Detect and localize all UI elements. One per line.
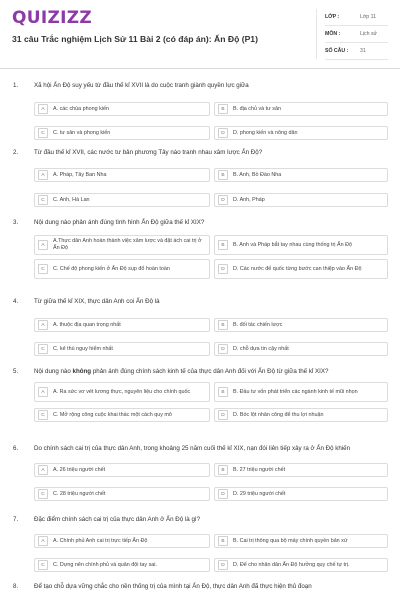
option-letter: B (218, 536, 228, 546)
option-text: C. Anh, Hà Lan (53, 196, 90, 203)
question-text: Nội dung nào phản ánh đúng tình hình Ấn Độ giữa thế kỉ XIX? (34, 219, 205, 226)
option-letter: B (218, 104, 228, 114)
option-text: B. đối tác chiến lược (233, 321, 283, 328)
question-number: 8. (13, 583, 19, 590)
answer-option-b[interactable] (214, 102, 388, 116)
meta-panel (316, 9, 388, 59)
answer-option-c[interactable] (34, 342, 210, 356)
option-letter: C (38, 128, 48, 138)
question-text-part: phản ánh đúng chính sách kinh tế của thực dân Anh đối với Ấn Độ từ giữa thế kỉ XIX? (91, 368, 329, 375)
question-number: 5. (13, 368, 19, 375)
option-letter: C (38, 489, 48, 499)
question-text: Do chính sách cai trị của thực dân Anh, trong khoảng 25 năm cuối thế kỉ XIX, nạn đói liên tiếp xảy ra ở Ấn Độ khiến (34, 445, 351, 452)
answer-option-a[interactable] (34, 235, 210, 255)
option-letter: A (38, 320, 48, 330)
question-number: 6. (13, 445, 19, 452)
question-text: Từ giữa thế kỉ XIX, thực dân Anh coi Ấn Độ là (34, 298, 160, 305)
meta-label: LỚP : (325, 14, 340, 20)
option-letter: C (38, 560, 48, 570)
quizizz-logo: QUIZIZZ (12, 8, 92, 28)
answer-option-c[interactable] (34, 487, 210, 501)
option-text: A. Pháp, Tây Ban Nha (53, 171, 107, 178)
option-text: B. Cai trị thông qua bộ máy chính quyền bản xứ (233, 537, 348, 544)
question-text-emphasis: không (72, 368, 92, 375)
option-letter: D (218, 195, 228, 205)
option-text: D. Các nước đế quốc từng bước can thiệp vào Ấn Độ (233, 265, 362, 272)
question-text: Đặc điểm chính sách cai trị của thực dân Anh ở Ấn Độ là gì? (34, 516, 201, 523)
answer-option-d[interactable] (214, 193, 388, 207)
answer-option-c[interactable] (34, 193, 210, 207)
option-letter: B (218, 320, 228, 330)
option-text: B. Đầu tư vốn phát triển các ngành kinh tế mũi nhọn (233, 388, 358, 395)
option-letter: A (38, 240, 48, 250)
question-number: 7. (13, 516, 19, 523)
option-letter: D (218, 344, 228, 354)
option-text: D. Bóc lột nhân công để thu lợi nhuận (233, 411, 324, 418)
answer-option-b[interactable] (214, 463, 388, 477)
option-text: C. Chế độ phong kiến ở Ấn Độ sụp đổ hoàn toàn (53, 265, 170, 272)
answer-option-d[interactable] (214, 342, 388, 356)
option-text: A. Ra sức vơ vét lương thực, nguyên liệu cho chính quốc (53, 388, 191, 395)
option-letter: B (218, 170, 228, 180)
meta-value: Lịch sử (360, 31, 378, 37)
answer-option-c[interactable] (34, 126, 210, 140)
question-text: Để tạo chỗ dựa vững chắc cho nền thống trị của mình tại Ấn Độ, thực dân Anh đã thực hiện thủ đoạn (34, 583, 312, 590)
answer-option-a[interactable] (34, 534, 210, 548)
answer-option-a[interactable] (34, 168, 210, 182)
answer-option-a[interactable] (34, 318, 210, 332)
answer-option-b[interactable] (214, 235, 388, 255)
option-letter: D (218, 128, 228, 138)
meta-label: MÔN : (325, 31, 341, 37)
option-letter: A (38, 104, 48, 114)
option-letter: A (38, 465, 48, 475)
answer-option-b[interactable] (214, 168, 388, 182)
answer-option-b[interactable] (214, 382, 388, 402)
option-text: A. 26 triệu người chết (53, 466, 106, 473)
answer-option-a[interactable] (34, 102, 210, 116)
option-text: A.Thực dân Anh hoàn thành việc xâm lược và đặt ách cai trị ở Ấn Độ (53, 238, 202, 251)
option-text: D. phong kiến và nông dân (233, 129, 298, 136)
answer-option-a[interactable] (34, 382, 210, 402)
meta-row-class (325, 9, 388, 26)
option-text: C. 28 triệu người chết (53, 490, 106, 497)
question-text (34, 368, 388, 376)
question-number: 3. (13, 219, 19, 226)
meta-value: Lớp 11 (360, 14, 376, 20)
option-text: C. kẻ thù nguy hiểm nhất (53, 345, 113, 352)
answer-option-b[interactable] (214, 534, 388, 548)
question-text: Từ đầu thế kỉ XVII, các nước tư bản phương Tây nào tranh nhau xâm lược Ấn Độ? (34, 149, 263, 156)
answer-option-d[interactable] (214, 487, 388, 501)
answer-option-d[interactable] (214, 558, 388, 572)
option-letter: D (218, 489, 228, 499)
option-letter: C (38, 410, 48, 420)
option-letter: C (38, 195, 48, 205)
option-letter: C (38, 344, 48, 354)
option-text: B. địa chủ và tư sản (233, 105, 281, 112)
option-text: A. thuộc địa quan trọng nhất (53, 321, 121, 328)
option-text: A. Chính phủ Anh cai trị trực tiếp Ấn Độ (53, 537, 148, 544)
answer-option-d[interactable] (214, 259, 388, 279)
answer-option-c[interactable] (34, 408, 210, 422)
option-text: C. Mở rộng công cuộc khai thác một cách quy mô (53, 411, 172, 418)
answer-option-a[interactable] (34, 463, 210, 477)
option-letter: B (218, 240, 228, 250)
option-text: D. chỗ dựa tin cậy nhất (233, 345, 289, 352)
option-letter: B (218, 387, 228, 397)
answer-option-b[interactable] (214, 318, 388, 332)
meta-row-subject (325, 26, 388, 43)
option-letter: B (218, 465, 228, 475)
answer-option-c[interactable] (34, 558, 210, 572)
answer-option-c[interactable] (34, 259, 210, 279)
option-letter: A (38, 170, 48, 180)
worksheet-header (0, 0, 400, 69)
meta-row-question-count (325, 43, 388, 60)
option-text: A. các chúa phong kiến (53, 105, 110, 112)
answer-option-d[interactable] (214, 126, 388, 140)
option-text: D. Anh, Pháp (233, 196, 265, 203)
option-text: B. Anh, Bồ Đào Nha (233, 171, 282, 178)
option-text: D. 29 triệu người chết (233, 490, 286, 497)
option-text: D. Để cho nhân dân Ấn Độ hưởng quy chế tự trị. (233, 561, 350, 568)
meta-label: SỐ CÂU : (325, 48, 349, 54)
option-letter: C (38, 264, 48, 274)
option-letter: D (218, 560, 228, 570)
answer-option-d[interactable] (214, 408, 388, 422)
question-number: 2. (13, 149, 19, 156)
question-number: 1. (13, 82, 19, 89)
meta-value: 31 (360, 48, 366, 54)
option-letter: A (38, 536, 48, 546)
option-letter: D (218, 264, 228, 274)
question-text-part: Nội dung nào (34, 368, 73, 375)
option-letter: A (38, 387, 48, 397)
option-text: C. tư sản và phong kiến (53, 129, 111, 136)
worksheet-title: 31 câu Trắc nghiệm Lịch Sử 11 Bài 2 (có đáp án): Ấn Độ (P1) (12, 34, 258, 44)
option-letter: D (218, 410, 228, 420)
option-text: B. Anh và Pháp bắt tay nhau cùng thống trị Ấn Độ (233, 241, 352, 248)
question-text: Xã hội Ấn Độ suy yếu từ đầu thế kỉ XVII là do cuộc tranh giành quyền lực giữa (34, 82, 249, 89)
option-text: B. 27 triệu người chết (233, 466, 286, 473)
question-number: 4. (13, 298, 19, 305)
option-text: C. Dựng nên chính phủ và quân đội tay sai. (53, 561, 158, 568)
